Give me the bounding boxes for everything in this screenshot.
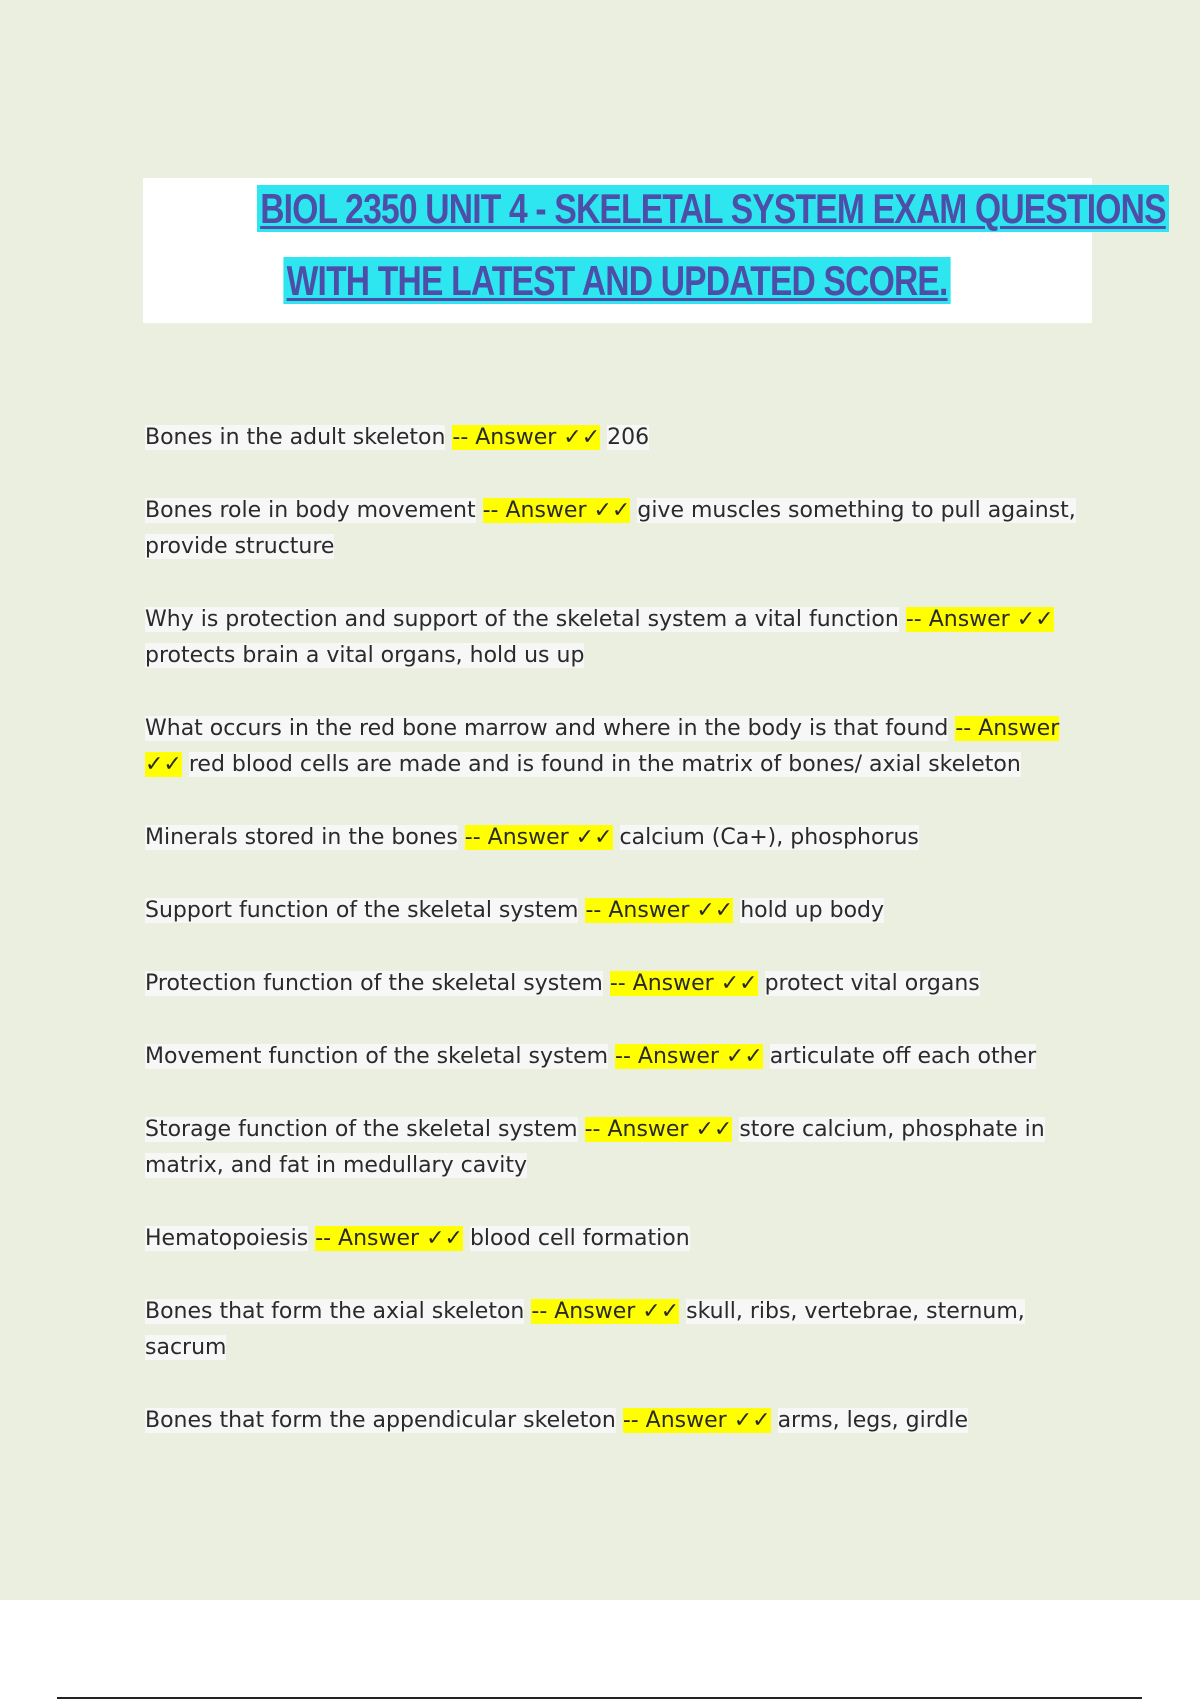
answer-marker: -- Answer ✓✓ (905, 607, 1054, 632)
answer-text: arms, legs, girdle (777, 1408, 969, 1433)
qa-item (145, 820, 1085, 856)
answer-text: store calcium, phosphate in matrix, and fat in medullary cavity (145, 1117, 1045, 1178)
answer-text: skull, ribs, vertebrae, sternum, sacrum (145, 1299, 1025, 1360)
question-text: Hematopoiesis (145, 1226, 309, 1251)
question-text: Why is protection and support of the skeletal system a vital function (145, 607, 899, 632)
answer-marker: -- Answer ✓✓ (452, 425, 601, 450)
answer-text: articulate off each other (769, 1044, 1037, 1069)
answer-marker: -- Answer ✓✓ (584, 1117, 733, 1142)
qa-item (145, 493, 1085, 565)
qa-item (145, 1403, 1085, 1439)
answer-text: calcium (Ca+), phosphorus (619, 825, 919, 850)
qa-item (145, 1294, 1085, 1366)
qa-item (145, 893, 1085, 929)
answer-text: hold up body (740, 898, 885, 923)
answer-marker: -- Answer ✓✓ (145, 716, 1060, 777)
document-title-line-1: BIOL 2350 UNIT 4 - SKELETAL SYSTEM EXAM QUESTIONS (257, 180, 1169, 238)
answer-marker: -- Answer ✓✓ (585, 898, 734, 923)
question-text: Bones role in body movement (145, 498, 476, 523)
answer-marker: -- Answer ✓✓ (464, 825, 613, 850)
question-text: Storage function of the skeletal system (145, 1117, 578, 1142)
answer-marker: -- Answer ✓✓ (315, 1226, 463, 1251)
answer-text: blood cell formation (469, 1226, 690, 1251)
title-box (143, 178, 1166, 323)
question-text: Support function of the skeletal system (145, 898, 579, 923)
answer-text: protect vital organs (764, 971, 980, 996)
question-text: Movement function of the skeletal system (145, 1044, 609, 1069)
answer-text: 206 (607, 425, 650, 450)
qa-item (145, 1112, 1085, 1184)
question-text: Minerals stored in the bones (145, 825, 458, 850)
qa-item (145, 602, 1085, 674)
question-text: Bones that form the axial skeleton (145, 1299, 525, 1324)
qa-item (145, 711, 1085, 783)
question-text: Bones that form the appendicular skeleton (145, 1408, 616, 1433)
page-footer-rule (57, 1697, 1142, 1699)
answer-text: give muscles something to pull against, provide structure (145, 498, 1076, 559)
document-title-line-2: WITH THE LATEST AND UPDATED SCORE. (284, 252, 951, 310)
answer-text: protects brain a vital organs, hold us up (145, 643, 585, 668)
question-text: Bones in the adult skeleton (145, 425, 446, 450)
answer-marker: -- Answer ✓✓ (609, 971, 758, 996)
qa-item (145, 1221, 1085, 1257)
answer-marker: -- Answer ✓✓ (615, 1044, 763, 1069)
answer-marker: -- Answer ✓✓ (622, 1408, 771, 1433)
qa-item (145, 420, 1085, 456)
question-text: Protection function of the skeletal system (145, 971, 603, 996)
qa-item (145, 1039, 1085, 1075)
question-text: What occurs in the red bone marrow and where in the body is that found (145, 716, 949, 741)
answer-marker: -- Answer ✓✓ (482, 498, 631, 523)
qa-list (145, 420, 1085, 1439)
qa-item (145, 966, 1085, 1002)
answer-text: red blood cells are made and is found in the matrix of bones/ axial skeleton (188, 752, 1021, 777)
answer-marker: -- Answer ✓✓ (531, 1299, 680, 1324)
